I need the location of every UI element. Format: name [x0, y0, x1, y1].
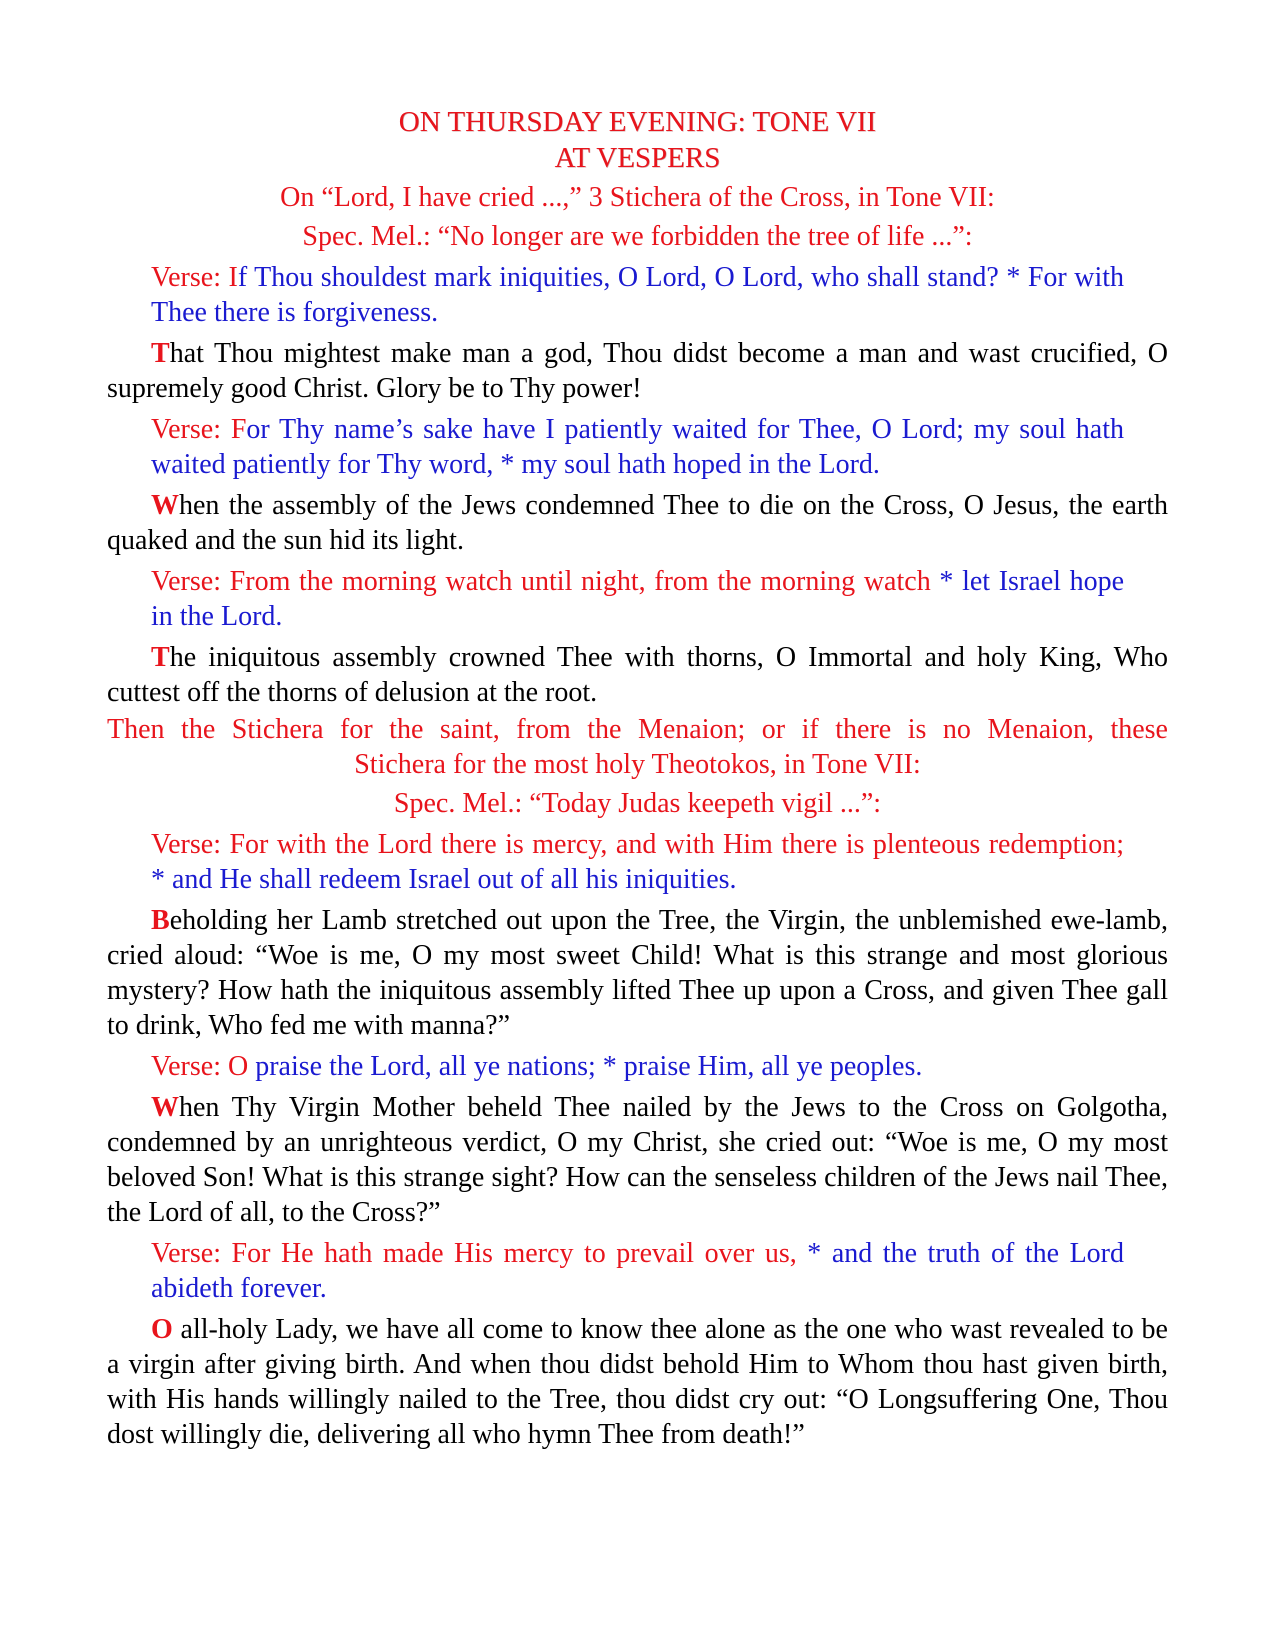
- verse-red-text: From the morning watch until night, from the morning watch: [229, 566, 931, 597]
- theotokion-text: hen Thy Virgin Mother beheld Thee nailed by the Jews to the Cross on Golgotha, condemned by an unrighteous verdict, O my Christ, she cried out: “Woe is me, O my most beloved Son! What is this strange sight? How can the senseless children of the Jews nail Thee, the Lord of all, to the Cross?”: [107, 1092, 1168, 1228]
- verse-label: Verse:: [151, 414, 221, 445]
- sticheron-3: [107, 640, 1168, 710]
- sticheron-text: he iniquitous assembly crowned Thee with thorns, O Immortal and holy King, Who cuttest off the thorns of delusion at the root.: [107, 642, 1168, 708]
- verse-label: Verse:: [151, 829, 221, 860]
- verse-initial: F: [230, 414, 247, 445]
- verse-red-text: For with the Lord there is mercy, and with Him there is plenteous redemption;: [229, 829, 1124, 860]
- heading-line-2: AT VESPERS: [554, 142, 721, 174]
- verse-label: Verse:: [151, 1238, 221, 1269]
- verse-text: or Thy name’s sake have I patiently waited for Thee, O Lord; my soul hath waited patiently for Thy word, * my soul hath hoped in the Lord.: [151, 414, 1125, 480]
- verse-6: [151, 1236, 1124, 1306]
- initial-letter: W: [151, 1092, 179, 1123]
- sticheron-text: hat Thou mightest make man a god, Thou didst become a man and wast crucified, O supremely good Christ. Glory be to Thy power!: [107, 338, 1168, 404]
- initial-letter: W: [151, 490, 179, 521]
- rubric-menaion-line-2: Stichera for the most holy Theotokos, in Tone VII:: [354, 749, 921, 780]
- verse-text: praise the Lord, all ye nations; * praise Him, all ye peoples.: [248, 1051, 923, 1082]
- initial-letter: O: [151, 1314, 173, 1345]
- theotokion-text: eholding her Lamb stretched out upon the Tree, the Virgin, the unblemished ewe-lamb, cried aloud: “Woe is me, O my most sweet Child! What is this strange and most glorious mystery? How hath the iniquitous assembly lifted Thee up upon a Cross, and given Thee gall to drink, Who fed me with manna?”: [107, 905, 1168, 1041]
- verse-2: [151, 412, 1124, 482]
- theotokion-3: [107, 1312, 1168, 1452]
- sticheron-text: hen the assembly of the Jews condemned Thee to die on the Cross, O Jesus, the earth quaked and the sun hid its light.: [107, 490, 1168, 556]
- verse-label: Verse:: [151, 262, 221, 293]
- verse-1: [151, 260, 1124, 330]
- theotokion-1: [107, 903, 1168, 1043]
- verse-initial: I: [228, 262, 238, 293]
- verse-5: [151, 1049, 1124, 1084]
- verse-label: Verse:: [151, 566, 221, 597]
- verse-text: * and He shall redeem Israel out of all his iniquities.: [151, 864, 737, 895]
- heading-line-1: ON THURSDAY EVENING: TONE VII: [398, 106, 877, 138]
- initial-letter: B: [151, 905, 170, 936]
- sticheron-2: [107, 488, 1168, 558]
- verse-initial: O: [227, 1051, 249, 1082]
- theotokion-text: all-holy Lady, we have all come to know thee alone as the one who wast revealed to be a virgin after giving birth. And when thou didst behold Him to Whom thou hast given birth, with His hands willingly nailed to the Tree, thou didst cry out: “O Longsuffering One, Thou dost willingly die, delivering all who hymn Thee from death!”: [107, 1314, 1168, 1450]
- initial-letter: T: [151, 642, 170, 673]
- verse-3: [151, 564, 1124, 634]
- verse-text: * let Israel hope in the Lord.: [151, 566, 1125, 632]
- verse-red-text: For He hath made His mercy to prevail over us,: [231, 1238, 797, 1269]
- initial-letter: T: [151, 338, 170, 369]
- verse-text: * and the truth of the Lord abideth forever.: [151, 1238, 1124, 1304]
- verse-4: [151, 827, 1124, 897]
- rubric-menaion-line-1: Then the Stichera for the saint, from the Menaion; or if there is no Menaion, these: [107, 714, 1168, 745]
- rubric-special-melody-1: Spec. Mel.: “No longer are we forbidden the tree of life ...”:: [302, 221, 973, 252]
- rubric-menaion: [107, 712, 1168, 782]
- sticheron-1: [107, 336, 1168, 406]
- theotokion-2: [107, 1090, 1168, 1230]
- rubric-special-melody-2: Spec. Mel.: “Today Judas keepeth vigil ...”:: [393, 788, 882, 819]
- verse-text: f Thou shouldest mark iniquities, O Lord, O Lord, who shall stand? * For with Thee there is forgiveness.: [151, 262, 1125, 328]
- rubric-stichera-cross: On “Lord, I have cried ...,” 3 Stichera of the Cross, in Tone VII:: [280, 182, 995, 213]
- verse-label: Verse:: [151, 1051, 221, 1082]
